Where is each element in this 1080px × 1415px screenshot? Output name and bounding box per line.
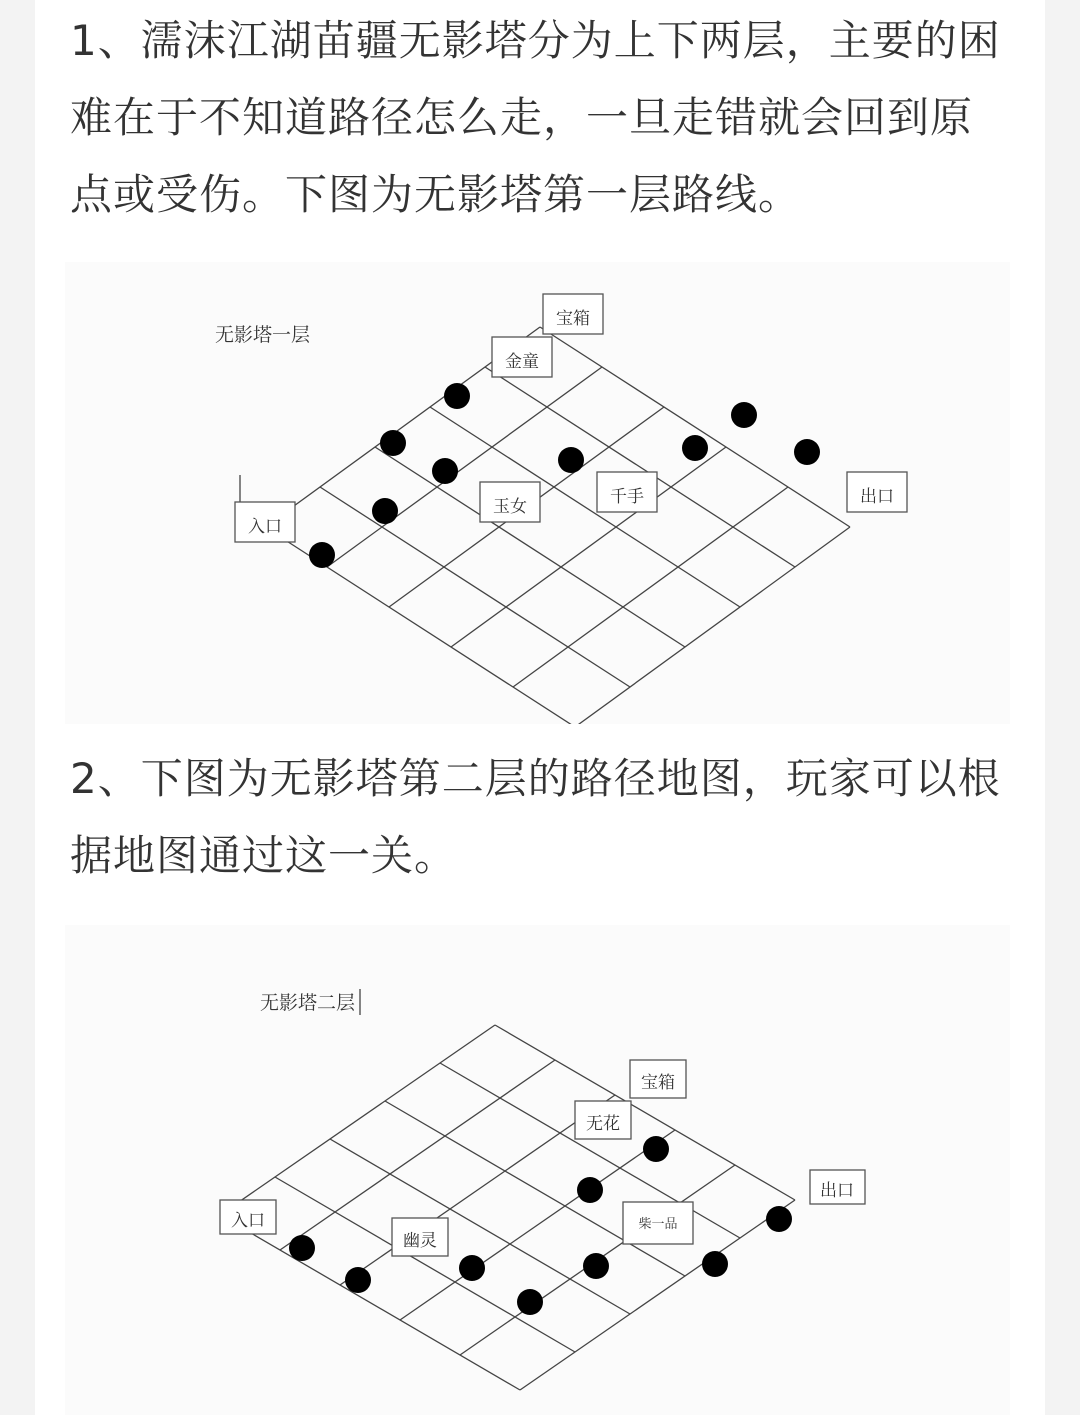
svg-text:玉女: 玉女 — [493, 497, 527, 517]
label-yunv — [480, 482, 540, 522]
label-wuhua — [575, 1101, 631, 1139]
label-exit — [847, 472, 907, 512]
svg-text:入口: 入口 — [248, 517, 282, 537]
floor-one-grid — [265, 327, 850, 724]
svg-text:宝箱: 宝箱 — [641, 1073, 675, 1093]
svg-text:出口: 出口 — [820, 1181, 854, 1201]
label-entrance — [235, 502, 295, 542]
floor-two-map — [65, 925, 1010, 1415]
floor-two-map-svg — [65, 925, 1010, 1415]
floor-two-title: 无影塔二层 — [260, 992, 356, 1014]
floor-two-path-dots — [289, 1136, 792, 1315]
label-treasure — [543, 294, 603, 334]
svg-text:宝箱: 宝箱 — [556, 309, 590, 329]
svg-text:入口: 入口 — [231, 1211, 265, 1231]
label-treasure — [630, 1060, 686, 1098]
paragraph-floor-two: 2、下图为无影塔第二层的路径地图，玩家可以根据地图通过这一关。 — [70, 754, 1001, 880]
svg-text:出口: 出口 — [860, 487, 894, 507]
svg-text:无花: 无花 — [586, 1114, 620, 1134]
floor-two-grid — [220, 1025, 795, 1390]
svg-text:幽灵: 幽灵 — [403, 1231, 437, 1251]
label-entrance — [220, 1200, 276, 1234]
label-exit — [810, 1170, 865, 1204]
label-jintong — [492, 337, 552, 377]
label-chaiyipin — [623, 1202, 693, 1244]
floor-one-map — [65, 262, 1010, 724]
label-youling — [392, 1218, 448, 1256]
svg-text:千手: 千手 — [610, 487, 644, 507]
floor-one-map-svg — [65, 262, 1010, 724]
label-qianshou — [597, 472, 657, 512]
article-page — [35, 0, 1045, 1415]
svg-text:金童: 金童 — [505, 352, 539, 372]
paragraph-floor-one: 1、濡沫江湖苗疆无影塔分为上下两层，主要的困难在于不知道路径怎么走，一旦走错就会回到原点或受伤。下图为无影塔第一层路线。 — [70, 16, 1001, 219]
floor-one-title: 无影塔一层 — [215, 324, 311, 346]
floor-one-path-dots — [309, 383, 820, 568]
svg-text:柴一品: 柴一品 — [638, 1217, 678, 1232]
